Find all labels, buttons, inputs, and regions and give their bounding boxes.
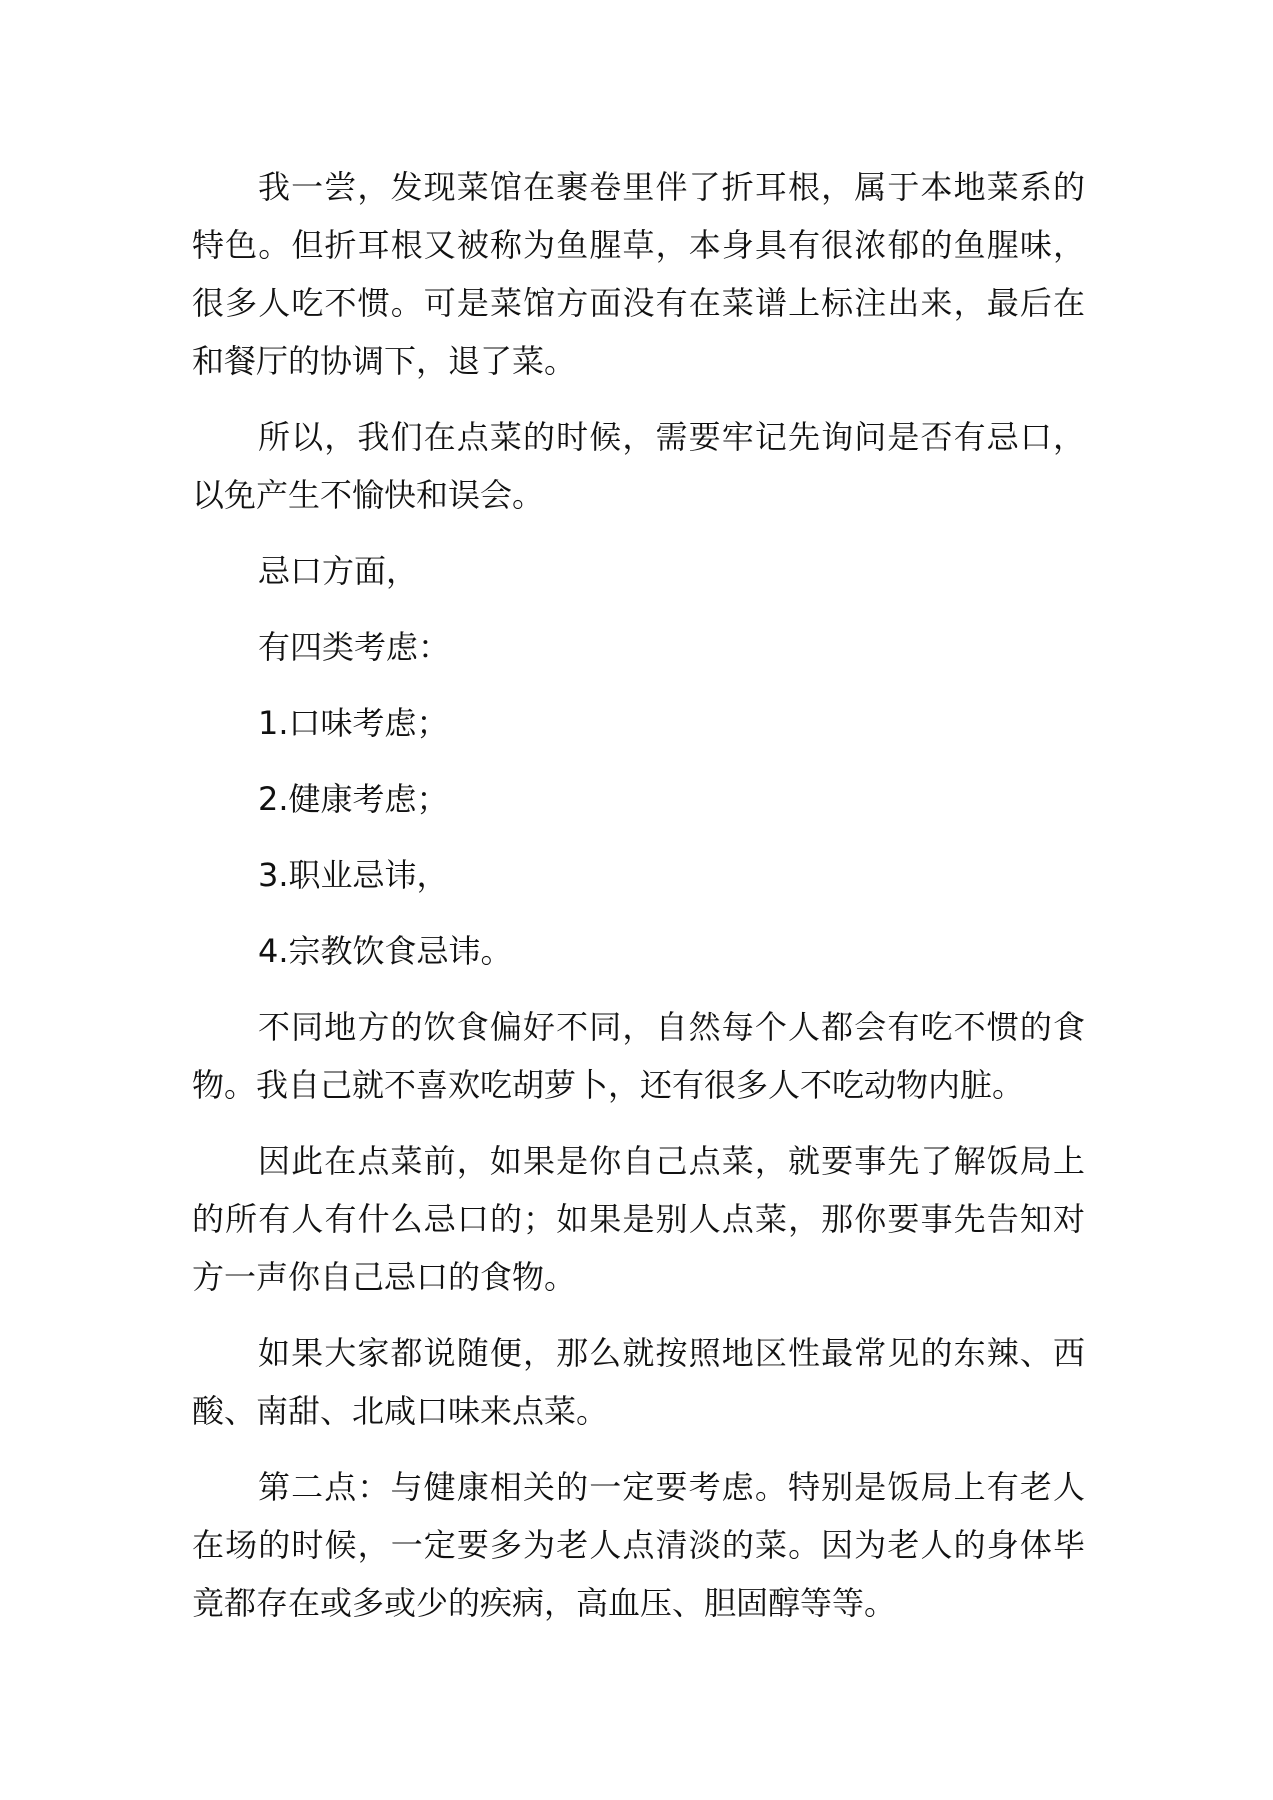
list-item-3: 3.职业忌讳， — [258, 856, 449, 894]
paragraph-1: 我一尝，发现菜馆在裹卷里伴了折耳根，属于本地菜系的特色。但折耳根又被称为鱼腥草，本身具有很浓郁的鱼腥味，很多人吃不惯。可是菜馆方面没有在菜谱上标注出来，最后在和餐厅的协调下，退了菜。 — [192, 168, 1085, 380]
list-item-4: 4.宗教饮食忌讳。 — [258, 932, 513, 970]
paragraph-6: 因此在点菜前，如果是你自己点菜，就要事先了解饭局上的所有人有什么忌口的；如果是别人点菜，那你要事先告知对方一声你自己忌口的食物。 — [192, 1142, 1085, 1296]
paragraph-5: 不同地方的饮食偏好不同，自然每个人都会有吃不惯的食物。我自己就不喜欢吃胡萝卜，还有很多人不吃动物内脏。 — [192, 1008, 1085, 1104]
list-item-1: 1.口味考虑； — [258, 704, 449, 742]
paragraph-3: 忌口方面， — [258, 552, 419, 590]
paragraph-7: 如果大家都说随便，那么就按照地区性最常见的东辣、西酸、南甜、北咸口味来点菜。 — [192, 1334, 1085, 1430]
paragraph-2: 所以，我们在点菜的时候，需要牢记先询问是否有忌口，以免产生不愉快和误会。 — [192, 418, 1085, 514]
paragraph-8: 第二点：与健康相关的一定要考虑。特别是饭局上有老人在场的时候，一定要多为老人点清淡的菜。因为老人的身体毕竟都存在或多或少的疾病，高血压、胆固醇等等。 — [192, 1468, 1085, 1622]
document-body — [192, 158, 1085, 1650]
paragraph-4: 有四类考虑： — [258, 628, 451, 666]
list-item-2: 2.健康考虑； — [258, 780, 449, 818]
